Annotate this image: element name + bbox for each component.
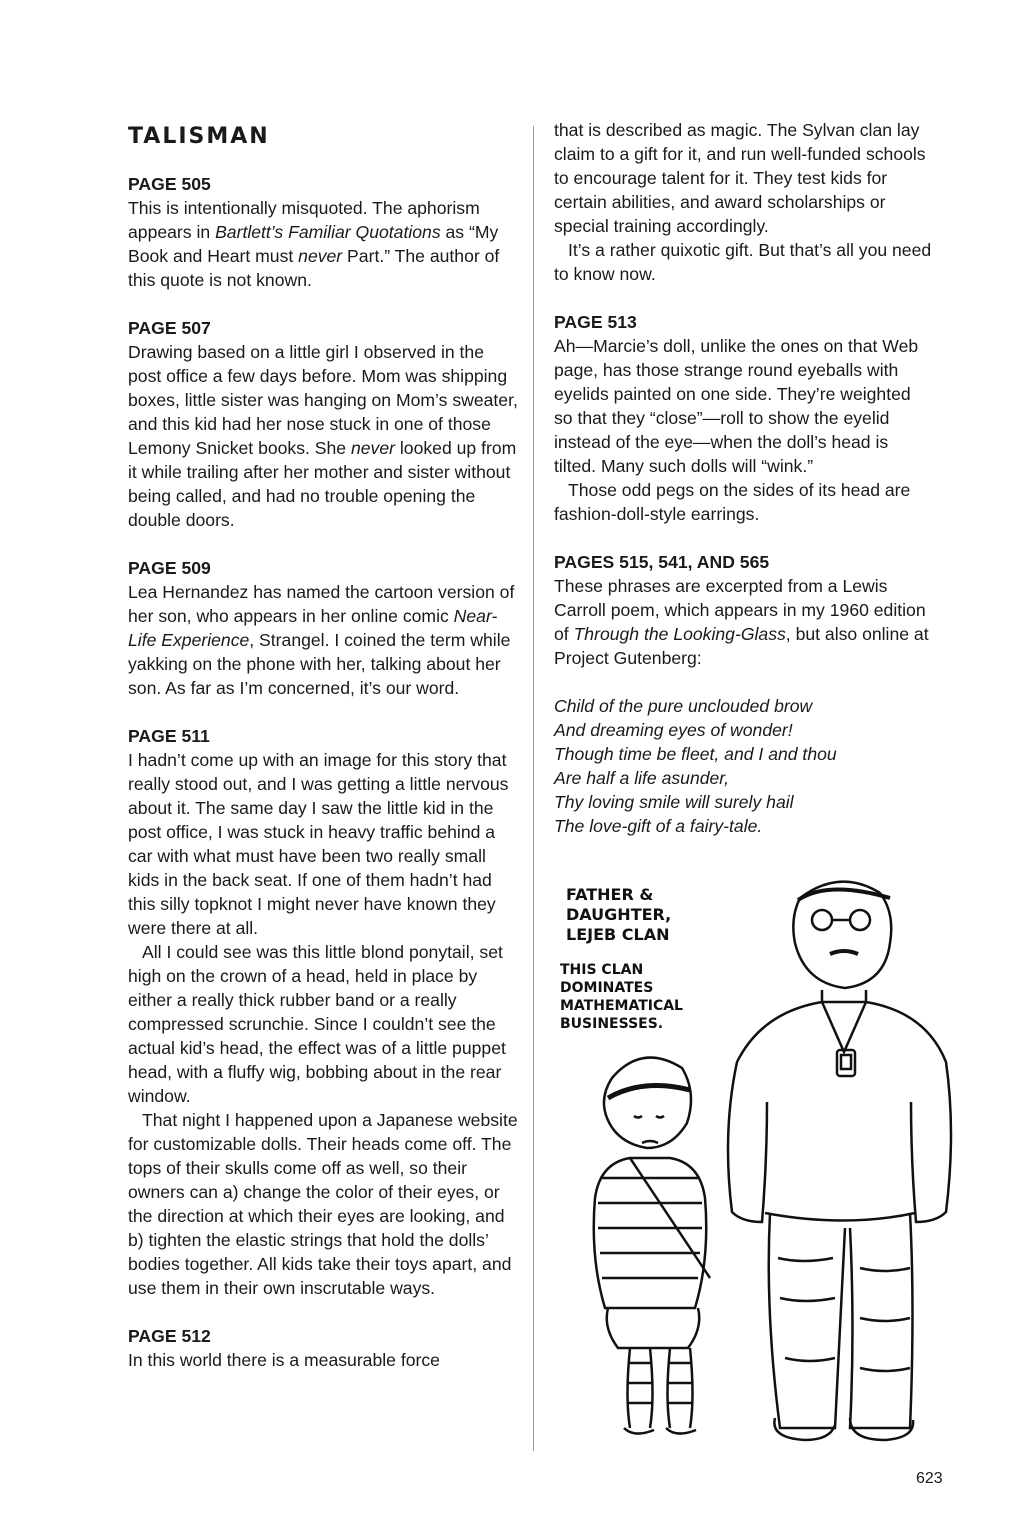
note-heading: PAGE 505 [128,174,211,194]
poem-line: And dreaming eyes of wonder! [554,720,793,740]
note-pages-515-541-565 [554,550,934,838]
column-divider [533,126,534,1451]
caption-line: LEJEB CLAN [566,925,670,944]
daughter-figure [594,1058,710,1434]
note-text: These phrases are excerpted from a Lewis Carroll poem, which appears in my 1960 edition of Through the Looking-Glass, but also online at Project Gutenberg: [554,576,929,668]
note-heading: PAGE 511 [128,726,210,746]
caption-line: FATHER & [566,885,654,904]
note-heading: PAGE 507 [128,318,211,338]
note-text: I hadn’t come up with an image for this story that really stood out, and I was getting a little nervous about it. The same day I saw the little kid in the post office, I was stuck in heavy traffic behind a car with what must have been two really small kids in the back seat. If one of them hadn’t had this silly topknot I might never have known they were there at all. [128,750,509,938]
poem-line: Though time be fleet, and I and thou [554,744,837,764]
father-daughter-illustration [560,858,960,1448]
note-heading: PAGE 509 [128,558,211,578]
note-page-505 [128,172,520,292]
poem-line: Thy loving smile will surely hail [554,792,794,812]
father-figure [728,882,951,1440]
note-text: It’s a rather quixotic gift. But that’s all you need to know now. [554,240,932,284]
illustration-drawing [560,858,960,1448]
note-page-513 [554,310,934,526]
note-text: Drawing based on a little girl I observed in the post office a few days before. Mom was shipping boxes, little sister was hanging on Mom’s sweater, and this kid had her nose stuck in one of those Lemony Snicket books. She never looked up from it while trailing after her mother and sister without being called, and had no trouble opening the double doors. [128,342,518,530]
poem-line: Are half a life asunder, [554,768,730,788]
note-text: Those odd pegs on the sides of its head are fashion-doll-style earrings. [554,480,911,524]
left-column [128,118,520,1396]
chapter-title: TALISMAN [128,124,270,149]
note-heading: PAGES 515, 541, AND 565 [554,552,770,572]
note-text: Lea Hernandez has named the cartoon version of her son, who appears in her online comic Near-Life Experience, Strangel. I coined the term while yakking on the phone with her, talking about her son. As far as I’m concerned, it’s our word. [128,582,515,698]
note-line: THIS CLAN [560,962,644,978]
note-text: that is described as magic. The Sylvan clan lay claim to a gift for it, and run well-funded schools to encourage talent for it. They test kids for certain abilities, and award scholarships or special training accordingly. [554,120,926,236]
note-page-512-continued [554,118,934,286]
right-column [554,118,934,862]
note-page-507 [128,316,520,532]
note-text: That night I happened upon a Japanese website for customizable dolls. Their heads come off. The tops of their skulls come off as well, so their owners can a) change the color of their eyes, or the direction at which their eyes are looking, and b) tighten the elastic strings that hold the dolls’ bodies together. All kids take their toys apart, and use them in their own inscrutable ways. [128,1110,518,1298]
note-line: MATHEMATICAL [560,998,683,1014]
poem-line: Child of the pure unclouded brow [554,696,813,716]
note-page-509 [128,556,520,700]
note-heading: PAGE 512 [128,1326,211,1346]
note-text: This is intentionally misquoted. The aphorism appears in Bartlett’s Familiar Quotations as “My Book and Heart must never Part.” The author of this quote is not known. [128,198,500,290]
note-text: Ah—Marcie’s doll, unlike the ones on that Web page, has those strange round eyeballs with eyelids painted on one side. They’re weighted so that they “close”—roll to show the eyelid instead of the eye—when the doll’s head is tilted. Many such dolls will “wink.” [554,336,919,476]
note-page-511 [128,724,520,1300]
note-line: BUSINESSES. [560,1016,664,1032]
poem-line: The love-gift of a fairy-tale. [554,816,763,836]
caption-line: DAUGHTER, [566,905,672,924]
note-line: DOMINATES [560,980,654,996]
note-text: All I could see was this little blond ponytail, set high on the crown of a head, held in place by either a really thick rubber band or a really compressed scrunchie. Since I couldn’t see the actual kid’s head, the effect was of a little puppet head, with a fluffy wig, bobbing about in the rear window. [128,942,506,1106]
note-page-512 [128,1324,520,1372]
note-text: In this world there is a measurable force [128,1350,440,1370]
note-heading: PAGE 513 [554,312,637,332]
page-number: 623 [916,1470,943,1487]
